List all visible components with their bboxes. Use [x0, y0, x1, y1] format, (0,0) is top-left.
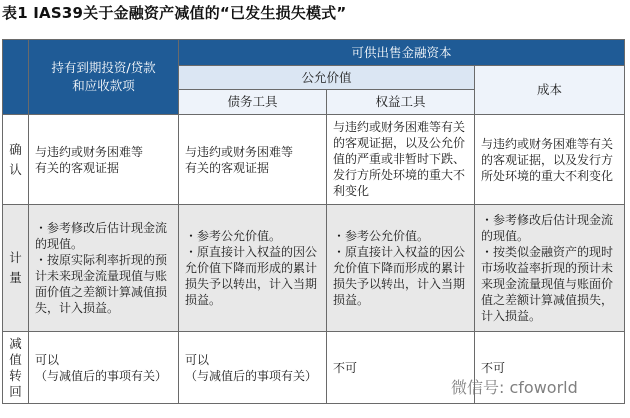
- cell-recognition-held: 与违约或财务困难等有关的客观证据: [29, 115, 179, 205]
- header-corner: [3, 40, 29, 115]
- cell-reversal-held: 可以 （与减值后的事项有关）: [29, 332, 179, 404]
- impairment-table: [2, 39, 625, 404]
- row-label-measurement: 计量: [3, 205, 29, 332]
- table-caption: 表1 IAS39关于金融资产减值的“已发生损失模式”: [2, 4, 347, 22]
- cell-recognition-debt: 与违约或财务困难等有关的客观证据: [179, 115, 327, 205]
- table-row-measurement: [3, 205, 625, 332]
- cell-reversal-equity: 不可: [327, 332, 475, 404]
- header-available-for-sale: 可供出售金融资本: [179, 40, 625, 66]
- cell-measurement-debt: ・参考公允价值。 ・原直接计入权益的因公允价值下降而形成的累计损失予以转出，计入当期损益。: [179, 205, 327, 332]
- header-equity-instruments: 权益工具: [327, 90, 475, 115]
- wechat-watermark: 微信号: cfoworld: [451, 378, 578, 397]
- cell-reversal-debt: 可以 （与减值后的事项有关）: [179, 332, 327, 404]
- cell-measurement-equity: ・参考公允价值。 ・原直接计入权益的因公允价值下降而形成的累计损失予以转出，计入当期损益。: [327, 205, 475, 332]
- cell-measurement-cost: ・参考修改后估计现金流的现值。 ・按类似金融资产的现时市场收益率折现的预计未来现金流量现值与账面价值之差额计算减值损失，计入损益。: [475, 205, 625, 332]
- header-debt-instruments: 债务工具: [179, 90, 327, 115]
- header-cost: 成本: [475, 66, 625, 115]
- row-label-recognition: 确认: [3, 115, 29, 205]
- cell-measurement-held: ・参考修改后估计现金流的现值。 ・按原实际利率折现的预计未来现金流量现值与账面价值之差额计算减值损失，计入损益。: [29, 205, 179, 332]
- table-row-recognition: [3, 115, 625, 205]
- header-held-label: 持有到期投资/贷款和应收款项: [51, 60, 156, 93]
- cell-recognition-cost: 与违约或财务困难等有关的客观证据，以及发行方所处环境的重大不利变化: [475, 115, 625, 205]
- header-fair-value: 公允价值: [179, 66, 475, 90]
- header-held-to-maturity: [29, 40, 179, 115]
- cell-recognition-equity: 与违约或财务困难等有关的客观证据，以及公允价值的严重或非暂时下跌、发行方所处环境的重大不利变化: [327, 115, 475, 205]
- row-label-reversal: 减值转回: [3, 332, 29, 404]
- cell-reversal-cost: 不可: [475, 332, 625, 404]
